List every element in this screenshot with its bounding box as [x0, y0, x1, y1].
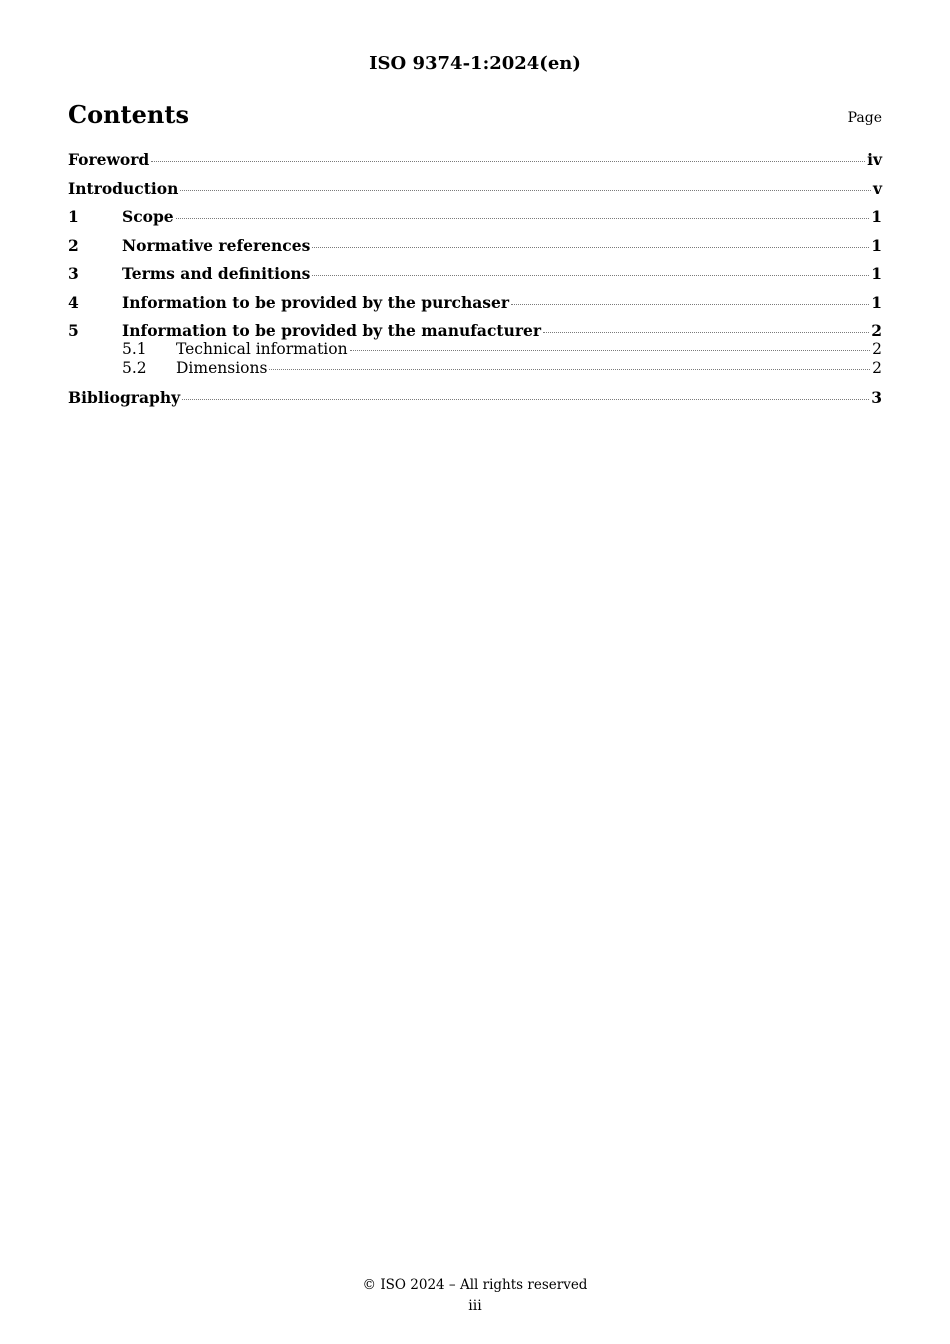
- dot-leader: [312, 275, 869, 276]
- dot-leader: [312, 247, 869, 248]
- dot-leader: [182, 399, 869, 400]
- toc-entry-page: iv: [867, 150, 882, 169]
- dot-leader: [180, 190, 871, 191]
- toc-entry-page: 1: [871, 207, 882, 226]
- toc-entry-bibliography[interactable]: [68, 388, 882, 407]
- page-column-label: Page: [847, 110, 882, 126]
- toc-entry-page: 1: [871, 235, 882, 255]
- toc-entry-foreword[interactable]: [68, 150, 882, 169]
- toc-entry-number: 5.2: [122, 359, 147, 377]
- toc-entry-page: v: [872, 178, 882, 198]
- toc-entry-page: 2: [872, 359, 882, 377]
- dot-leader: [543, 332, 869, 333]
- table-of-contents: [68, 150, 882, 407]
- toc-entry-label: Normative references: [122, 235, 311, 255]
- dot-leader: [151, 161, 865, 162]
- toc-entry-number: 5: [68, 321, 79, 340]
- toc-entry-number: 5.1: [122, 340, 147, 358]
- toc-entry-number: 4: [68, 292, 79, 312]
- toc-entry-page: 3: [871, 387, 882, 407]
- toc-entry-page: 1: [871, 264, 882, 283]
- toc-entry-number: 3: [68, 264, 79, 283]
- toc-entry-label: Information to be provided by the purchaser: [122, 292, 510, 312]
- copyright-notice: © ISO 2024 – All rights reserved: [362, 1277, 588, 1293]
- dot-leader: [269, 369, 870, 370]
- toc-entry-label: Bibliography: [68, 387, 181, 407]
- toc-entry-purchaser-information[interactable]: [68, 293, 882, 312]
- toc-entry-manufacturer-information[interactable]: [68, 321, 882, 340]
- toc-entry-page: 2: [872, 340, 882, 358]
- toc-entry-label: Dimensions: [176, 359, 268, 377]
- toc-entry-page: 1: [871, 292, 882, 312]
- toc-entry-label: Technical information: [176, 340, 348, 358]
- toc-entry-label: Terms and definitions: [122, 264, 311, 283]
- dot-leader: [176, 218, 870, 219]
- toc-entry-label: Information to be provided by the manufacturer: [122, 321, 542, 340]
- dot-leader: [350, 350, 871, 351]
- toc-subentry-dimensions[interactable]: [68, 359, 882, 378]
- dot-leader: [511, 304, 869, 305]
- toc-subentry-technical-information[interactable]: [68, 340, 882, 359]
- page-number: iii: [468, 1298, 482, 1314]
- contents-title: Contents: [68, 100, 189, 129]
- toc-entry-page: 2: [871, 321, 882, 340]
- document-id: ISO 9374-1:2024(en): [369, 53, 581, 74]
- toc-entry-label: Scope: [122, 207, 174, 226]
- toc-entry-terms-and-definitions[interactable]: [68, 264, 882, 283]
- toc-entry-label: Introduction: [68, 178, 179, 198]
- toc-entry-introduction[interactable]: [68, 179, 882, 198]
- toc-entry-scope[interactable]: [68, 207, 882, 226]
- toc-entry-label: Foreword: [68, 150, 150, 169]
- toc-entry-normative-references[interactable]: [68, 236, 882, 255]
- toc-entry-number: 1: [68, 207, 79, 226]
- toc-entry-number: 2: [68, 235, 79, 255]
